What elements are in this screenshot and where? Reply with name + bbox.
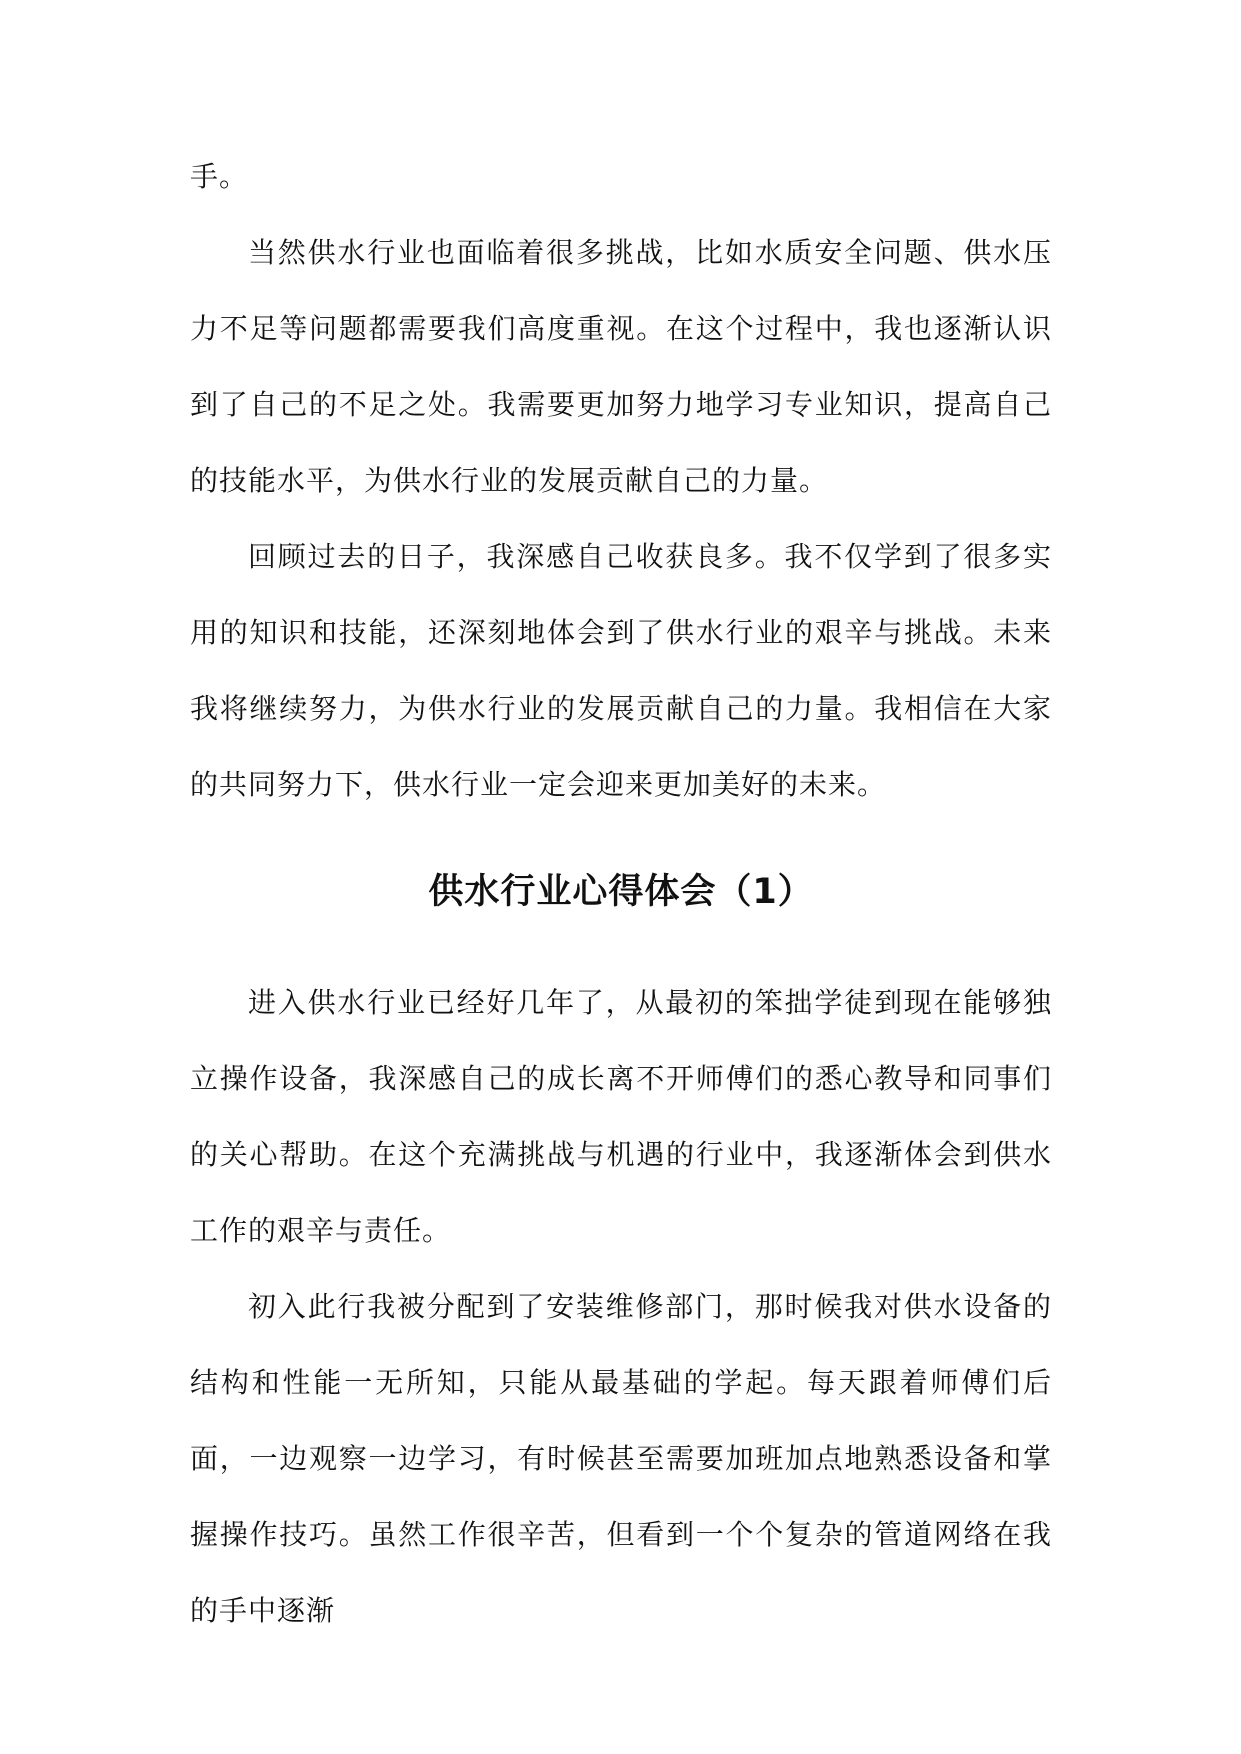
- paragraph-continuation: 手。: [190, 160, 249, 193]
- document-body: [190, 139, 1052, 1649]
- paragraph-first-job: 初入此行我被分配到了安装维修部门，那时候我对供水设备的结构和性能一无所知，只能从最基础的学起。每天跟着师傅们后面，一边观察一边学习，有时候甚至需要加班加点地熟悉设备和掌握操作技巧。虽然工作很辛苦，但看到一个个复杂的管道网络在我的手中逐渐: [190, 1290, 1052, 1627]
- section-title: 供水行业心得体会（1）: [428, 872, 814, 912]
- paragraph-review: 回顾过去的日子，我深感自己收获良多。我不仅学到了很多实用的知识和技能，还深刻地体会到了供水行业的艰辛与挑战。未来我将继续努力，为供水行业的发展贡献自己的力量。我相信在大家的共同努力下，供水行业一定会迎来更加美好的未来。: [190, 540, 1052, 801]
- paragraph-challenges: 当然供水行业也面临着很多挑战，比如水质安全问题、供水压力不足等问题都需要我们高度重视。在这个过程中，我也逐渐认识到了自己的不足之处。我需要更加努力地学习专业知识，提高自己的技能水平，为供水行业的发展贡献自己的力量。: [190, 236, 1052, 497]
- paragraph-intro: 进入供水行业已经好几年了，从最初的笨拙学徒到现在能够独立操作设备，我深感自己的成长离不开师傅们的悉心教导和同事们的关心帮助。在这个充满挑战与机遇的行业中，我逐渐体会到供水工作的艰辛与责任。: [190, 986, 1052, 1247]
